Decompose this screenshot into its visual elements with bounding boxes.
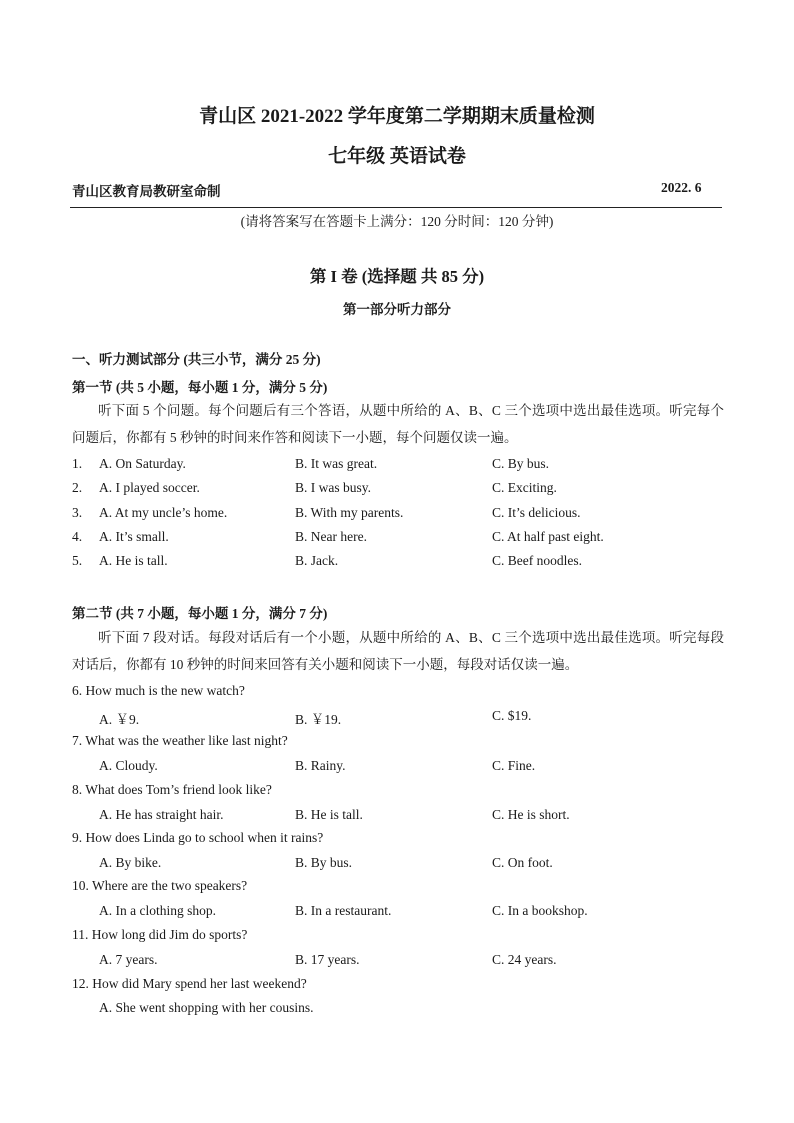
option-b: B. By bus. [295,855,353,870]
option-b: B. 17 years. [295,952,360,967]
option-b: B. Rainy. [295,758,346,773]
question-row [72,553,732,573]
exam-note: (请将答案写在答题卡上满分：120 分时间：120 分钟) [240,214,554,229]
option-b: B. Jack. [295,553,339,568]
option-c: C. It’s delicious. [492,505,581,520]
option-c: C. On foot. [492,855,553,870]
question-number: 3. [72,505,83,520]
question-number: 4. [72,529,83,544]
options-row [72,855,732,875]
option-b: B. He is tall. [295,807,363,822]
option-b: B. It was great. [295,456,378,471]
section1-instructions: 听下面 5 个问题。每个问题后有三个答语，从题中所给的 A、B、C 三个选项中选出最佳选项。听完每个问题后，你都有 5 秒钟的时间来作答和阅读下一小题，每个问题仅读一遍。 [72,403,724,445]
option-a: A. I played soccer. [99,480,200,495]
options-row [72,758,732,778]
option-a: A. It’s small. [99,529,169,544]
question-text: 11. How long did Jim do sports? [72,927,248,942]
question-number: 2. [72,480,83,495]
option-c: C. At half past eight. [492,529,604,544]
header-divider [70,207,722,208]
option-c: C. 24 years. [492,952,557,967]
option-a: A. He has straight hair. [99,807,224,822]
question-number: 5. [72,553,83,568]
exam-subtitle: 七年级 英语试卷 [328,146,466,167]
option-a: A. She went shopping with her cousins. [99,1000,314,1015]
question-number: 1. [72,456,83,471]
section-heading: 一、听力测试部分 (共三小节，满分 25 分) [72,352,321,367]
question-text: 10. Where are the two speakers? [72,878,248,893]
option-b: B. With my parents. [295,505,404,520]
option-b: B. In a restaurant. [295,903,392,918]
option-c: C. Exciting. [492,480,557,495]
section1-heading: 第一节 (共 5 小题，每小题 1 分，满分 5 分) [72,380,328,395]
question-text: 6. How much is the new watch? [72,683,245,698]
option-b: B. Near here. [295,529,367,544]
option-c: C. In a bookshop. [492,903,588,918]
exam-date: 2022. 6 [661,180,702,195]
options-row [72,1000,732,1020]
question-text: 7. What was the weather like last night? [72,733,288,748]
option-a: A. He is tall. [99,553,168,568]
option-a: A. On Saturday. [99,456,186,471]
option-b: B. I was busy. [295,480,371,495]
option-c: C. By bus. [492,456,550,471]
option-a: A. At my uncle’s home. [99,505,228,520]
question-text: 8. What does Tom’s friend look like? [72,782,272,797]
part-title: 第一部分听力部分 [343,302,451,317]
question-row [72,529,732,549]
issuer: 青山区教育局教研室命制 [72,184,221,199]
options-row [72,952,732,972]
option-a: A. In a clothing shop. [99,903,216,918]
question-row [72,456,732,476]
options-row [72,708,732,728]
section2-instructions: 听下面 7 段对话。每段对话后有一个小题，从题中所给的 A、B、C 三个选项中选出最佳选项。听完每段对话后，你都有 10 秒钟的时间来回答有关小题和阅读下一小题，每段对话仅读一遍。 [72,630,724,672]
option-c: C. He is short. [492,807,570,822]
option-a: A. ￥9. [99,712,140,727]
option-a: A. 7 years. [99,952,158,967]
volume-title: 第 I 卷 (选择题 共 85 分) [309,267,485,286]
exam-title: 青山区 2021-2022 学年度第二学期期末质量检测 [199,106,595,127]
option-c: C. $19. [492,708,532,723]
option-a: A. By bike. [99,855,162,870]
option-a: A. Cloudy. [99,758,158,773]
option-c: C. Beef noodles. [492,553,582,568]
question-text: 9. How does Linda go to school when it rains? [72,830,324,845]
options-row [72,903,732,923]
section2-heading: 第二节 (共 7 小题，每小题 1 分，满分 7 分) [72,606,328,621]
option-c: C. Fine. [492,758,536,773]
question-row [72,505,732,525]
option-b: B. ￥19. [295,712,342,727]
question-text: 12. How did Mary spend her last weekend? [72,976,307,991]
options-row [72,807,732,827]
question-row [72,480,732,500]
